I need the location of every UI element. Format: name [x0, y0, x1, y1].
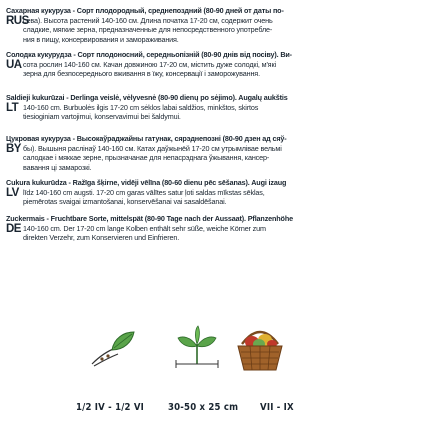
description-line: tiesioginiam vartojimui, konservavimui bei šaldymui. — [23, 112, 181, 122]
language-code: RUS — [6, 14, 29, 27]
description-line: сладкие, мягкие зерна, предназначенные для непосредственного употребле- — [23, 25, 273, 35]
description-line: бы). Вышыня раслінаў 140-160 см. Катах даўжынёй 17-20 см утрымлівае вельмі — [23, 143, 282, 153]
description-line: 140-160 cm. Burbuolės ilgis 17-20 cm sėklos labai saldžios, minkštos, skirtos — [23, 102, 259, 112]
seedling-spacing-icon — [172, 324, 222, 375]
description-line: салодкае і мяккае зерне, прызначанае для непасрэднага ўжывання, кансер- — [23, 153, 270, 163]
description-line: 140-160 cm. Der 17-20 cm lange Kolben enthält sehr süße, weiche Körner zum — [23, 223, 266, 233]
description-line: зерна для безпосереднього вживання в їжу, консервації і заморожування. — [23, 69, 260, 79]
description-line: direkten Verzehr, zum Konservieren und Einfrieren. — [23, 233, 180, 243]
description-ua — [6, 50, 416, 79]
description-lt — [6, 93, 416, 122]
description-first-line: Cukura kukurūdza - Ražīga šķirne, vidēji vēlīna (80-60 dienu pēc sēšanas). Augi izaug — [6, 178, 287, 187]
description-line: piemērotas svaigai izmantošanai, konservēšanai vai sasaldēšanai. — [23, 197, 227, 207]
language-code: UA — [6, 58, 22, 71]
description-line: сота рослин 140-160 см. Качан довжиною 17-20 см, містить дуже солодкі, м'які — [23, 59, 276, 69]
description-lv — [6, 178, 416, 207]
description-first-line: Солодка кукурудза - Сорт плодоносний, середньопізній (80-90 днів від посіву). Ви- — [6, 50, 292, 59]
language-code: BY — [6, 142, 21, 155]
language-code: DE — [6, 222, 21, 235]
description-first-line: Сахарная кукуруза - Сорт плодородный, среднепоздний (80-90 дней от даты по- — [6, 6, 284, 15]
description-line: līdz 140-160 cm augsti. 17-20 cm garas vālītes satur ļoti saldas mīkstas sēklas, — [23, 187, 265, 197]
description-line: вавання ці замарозкі. — [23, 162, 92, 172]
description-ru — [6, 6, 416, 44]
description-de — [6, 214, 416, 243]
description-first-line: Saldieji kukurūzai - Derlinga veislė, vėlyvesnė (80-90 dienų po sėjimo). Augalų aukštis — [6, 93, 288, 102]
description-line: сева). Высота растений 140-160 см. Длина початка 17-20 см, содержит очень — [23, 15, 273, 25]
description-first-line: Zuckermais - Fruchtbare Sorte, mittelspät (80-90 Tage nach der Aussaat). Pflanzenhöhe — [6, 214, 293, 223]
description-first-line: Цукровая кукуруза - Высокаўраджайны гатунак, сярэднепозні (80-90 дзен ад сяў- — [6, 134, 287, 143]
cultivation-icons — [0, 322, 422, 374]
sowing-seed-icon — [90, 328, 138, 373]
language-code: LT — [6, 101, 19, 114]
language-code: LV — [6, 186, 19, 199]
description-by — [6, 134, 416, 172]
description-line: ния в пищу, консервирования и замораживания. — [23, 34, 179, 44]
harvest-period: VII - IX — [260, 402, 294, 413]
plant-spacing: 30-50 x 25 cm — [168, 402, 239, 413]
sowing-period: 1/2 IV - 1/2 VI — [76, 402, 145, 413]
harvest-basket-icon — [232, 322, 288, 379]
